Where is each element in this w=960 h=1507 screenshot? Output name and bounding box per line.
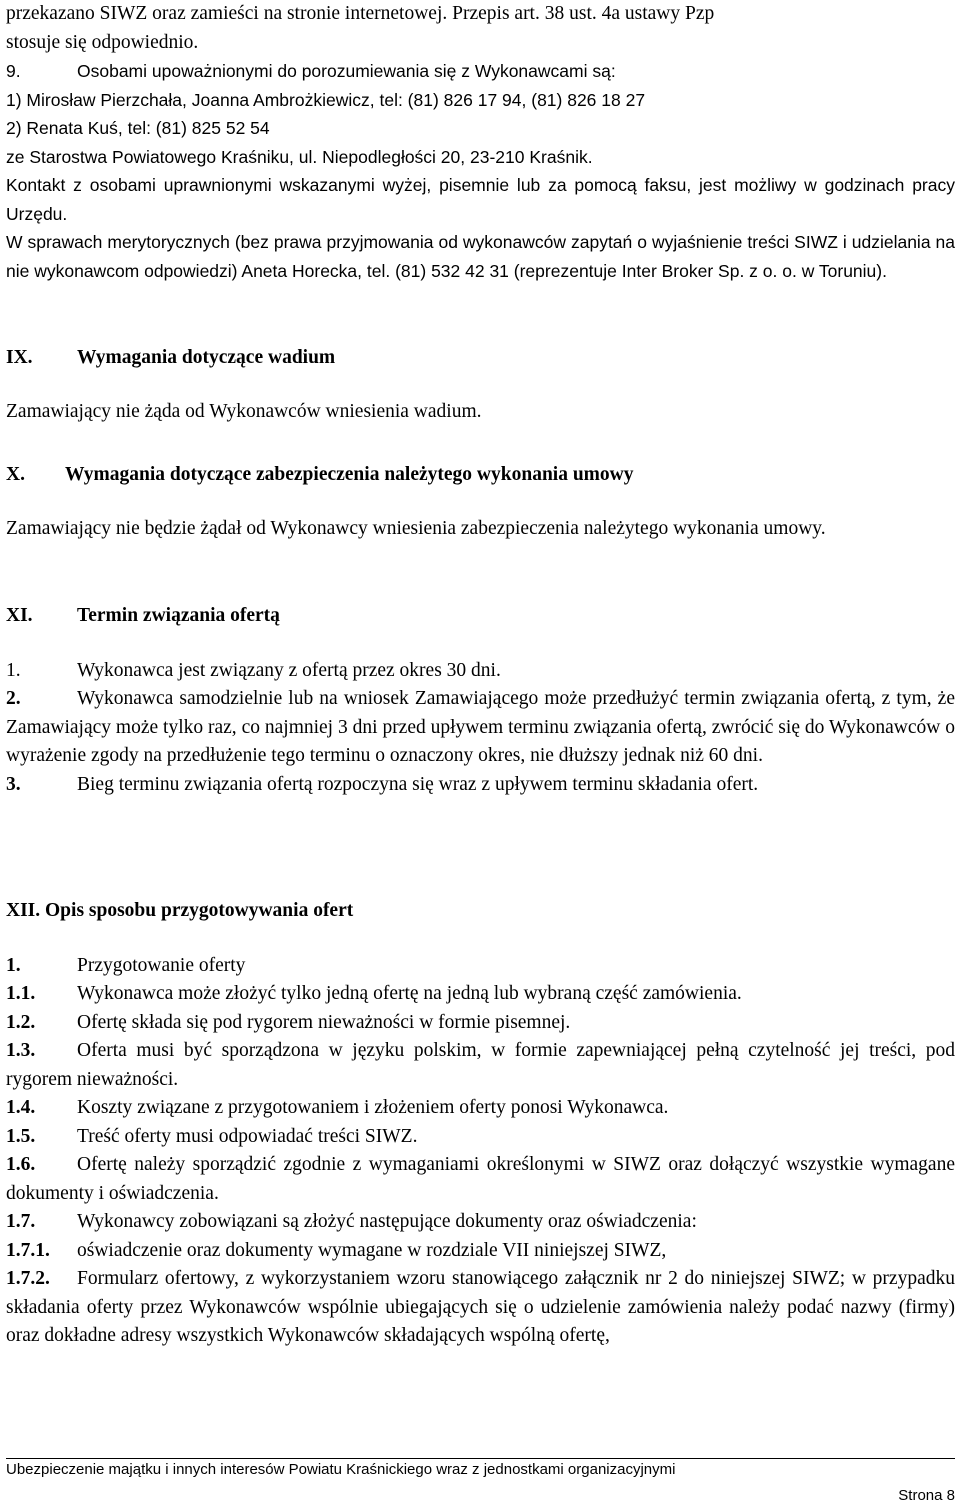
section-12-item-1-7-1 xyxy=(6,1237,955,1266)
section-12-item-1-1 xyxy=(6,980,955,1009)
section-11 xyxy=(6,602,955,799)
item-text: Ofertę składa się pod rygorem nieważności w formie pisemnej. xyxy=(77,1011,571,1033)
section-9-title: Wymagania dotyczące wadium xyxy=(77,347,336,368)
section-12-item-1-3 xyxy=(6,1037,955,1094)
item-number: 1. xyxy=(6,659,21,681)
item-number: 1. xyxy=(6,954,21,976)
section-11-number: XI. xyxy=(6,605,33,626)
contact-paragraph: Kontakt z osobami uprawnionymi wskazanymi wyżej, pisemnie lub za pomocą faksu, jest możliwy w godzinach pracy Urzędu. xyxy=(6,175,955,224)
item-text: Przygotowanie oferty xyxy=(77,954,246,976)
section-11-item-1 xyxy=(6,657,955,686)
section-9-heading xyxy=(6,344,955,373)
item-number: 2. xyxy=(6,688,21,709)
item-number: 1.4. xyxy=(6,1097,36,1118)
section-10 xyxy=(6,461,955,543)
section-10-body: Zamawiający nie będzie żądał od Wykonawcy wniesienia zabezpieczenia należytego wykonania umowy. xyxy=(6,517,826,539)
section-12-heading: XII. Opis sposobu przygotowywania ofert xyxy=(6,900,354,921)
item-number: 1.7. xyxy=(6,1211,36,1232)
intro-block xyxy=(6,0,955,57)
item-number: 1.7.1. xyxy=(6,1239,50,1261)
item-text: Bieg terminu związania ofertą rozpoczyna się wraz z upływem terminu składania ofert. xyxy=(77,773,759,795)
item-text: Treść oferty musi odpowiadać treści SIWZ. xyxy=(77,1125,418,1147)
item-number: 1.2. xyxy=(6,1011,36,1033)
item-text: Wykonawca jest związany z ofertą przez okres 30 dni. xyxy=(77,659,501,681)
footer-text: Ubezpieczenie majątku i innych interesów Powiatu Kraśnickiego wraz z jednostkami organizacyjnymi xyxy=(6,1461,676,1478)
item-number: 1.7.2. xyxy=(6,1268,50,1289)
item-text: Wykonawcy zobowiązani są złożyć następujące dokumenty oraz oświadczenia: xyxy=(77,1211,697,1232)
office-address: ze Starostwa Powiatowego Kraśniku, ul. Niepodległości 20, 23-210 Kraśnik. xyxy=(6,146,593,167)
item-9 xyxy=(6,57,955,86)
item-text: Ofertę należy sporządzić zgodnie z wymaganiami określonymi w SIWZ oraz dołączyć wszystkie wymagane dokumenty i oświadczenia. xyxy=(6,1154,955,1204)
item-9-number: 9. xyxy=(6,61,21,81)
item-text: Formularz ofertowy, z wykorzystaniem wzoru stanowiącego załącznik nr 2 do niniejszej SIWZ; w przypadku składania oferty przez Wykonawców wspólnie ubiegających się o udzielenie zamówienia należy podać nazwy (firmy) oraz dokładne adresy wszystkich Wykonawców składających wspólną ofertę, xyxy=(6,1268,955,1346)
item-text: Koszty związane z przygotowaniem i złożeniem oferty ponosi Wykonawca. xyxy=(77,1097,669,1118)
section-12-item-1-4 xyxy=(6,1094,955,1123)
item-text: Wykonawca może złożyć tylko jedną ofertę na jedną lub wybraną część zamówienia. xyxy=(77,983,742,1004)
section-12-item-1 xyxy=(6,952,955,981)
item-9-text: Osobami upoważnionymi do porozumiewania się z Wykonawcami są: xyxy=(77,61,616,81)
section-11-list xyxy=(6,657,955,800)
item-number: 1.1. xyxy=(6,983,36,1004)
intro-line-1: przekazano SIWZ oraz zamieści na stronie internetowej. Przepis art. 38 ust. 4a ustawy Pzp xyxy=(6,3,715,24)
item-number: 1.6. xyxy=(6,1154,36,1175)
item-number: 1.5. xyxy=(6,1125,36,1147)
section-12-item-1-7 xyxy=(6,1208,955,1237)
item-text: Wykonawca samodzielnie lub na wniosek Zamawiającego może przedłużyć termin związania ofertą, z tym, że Zamawiający może tylko raz, co najmniej 3 dni przed upływem terminu związania ofertą, zwrócić się do Wykonawców o wyrażenie zgody na przedłużenie tego terminu o oznaczony okres, nie dłuższy jednak niż 60 dni. xyxy=(6,688,955,766)
section-12-item-1-2 xyxy=(6,1009,955,1038)
section-11-item-2 xyxy=(6,685,955,771)
section-12-item-1-7-2 xyxy=(6,1265,955,1351)
item-text: Oferta musi być sporządzona w języku polskim, w formie zapewniającej pełną czytelność jej treści, pod rygorem nieważności. xyxy=(6,1040,955,1090)
section-9-number: IX. xyxy=(6,347,33,368)
section-12-item-1-6 xyxy=(6,1151,955,1208)
section-12 xyxy=(6,897,955,1351)
item-number: 3. xyxy=(6,773,21,795)
item-text: oświadczenie oraz dokumenty wymagane w rozdziale VII niniejszej SIWZ, xyxy=(77,1239,667,1261)
footer-divider xyxy=(6,1458,955,1459)
merit-paragraph: W sprawach merytorycznych (bez prawa przyjmowania od wykonawców zapytań o wyjaśnienie treści SIWZ i udzielania na nie wykonawcom odpowiedzi) Aneta Horecka, tel. (81) 532 42 31 (reprezentuje Inter Broker Sp. z o. o. w Toruniu). xyxy=(6,232,955,281)
section-9-body: Zamawiający nie żąda od Wykonawców wniesienia wadium. xyxy=(6,400,482,422)
section-12-list xyxy=(6,952,955,1351)
section-9 xyxy=(6,344,955,426)
section-12-item-1-5 xyxy=(6,1123,955,1152)
intro-line-2: stosuje się odpowiednio. xyxy=(6,31,199,53)
section-11-item-3 xyxy=(6,771,955,800)
person-1: 1) Mirosław Pierzchała, Joanna Ambrożkiewicz, tel: (81) 826 17 94, (81) 826 18 27 xyxy=(6,89,646,110)
section-10-heading xyxy=(6,461,955,490)
section-10-title: Wymagania dotyczące zabezpieczenia należytego wykonania umowy xyxy=(65,464,634,485)
section-11-heading xyxy=(6,602,955,631)
page-number: Strona 8 xyxy=(898,1487,955,1504)
document-page xyxy=(6,0,955,1507)
section-11-title: Termin związania ofertą xyxy=(77,605,280,626)
section-10-number: X. xyxy=(6,464,25,485)
person-2: 2) Renata Kuś, tel: (81) 825 52 54 xyxy=(6,118,270,138)
item-number: 1.3. xyxy=(6,1040,36,1061)
contact-block xyxy=(6,57,955,285)
